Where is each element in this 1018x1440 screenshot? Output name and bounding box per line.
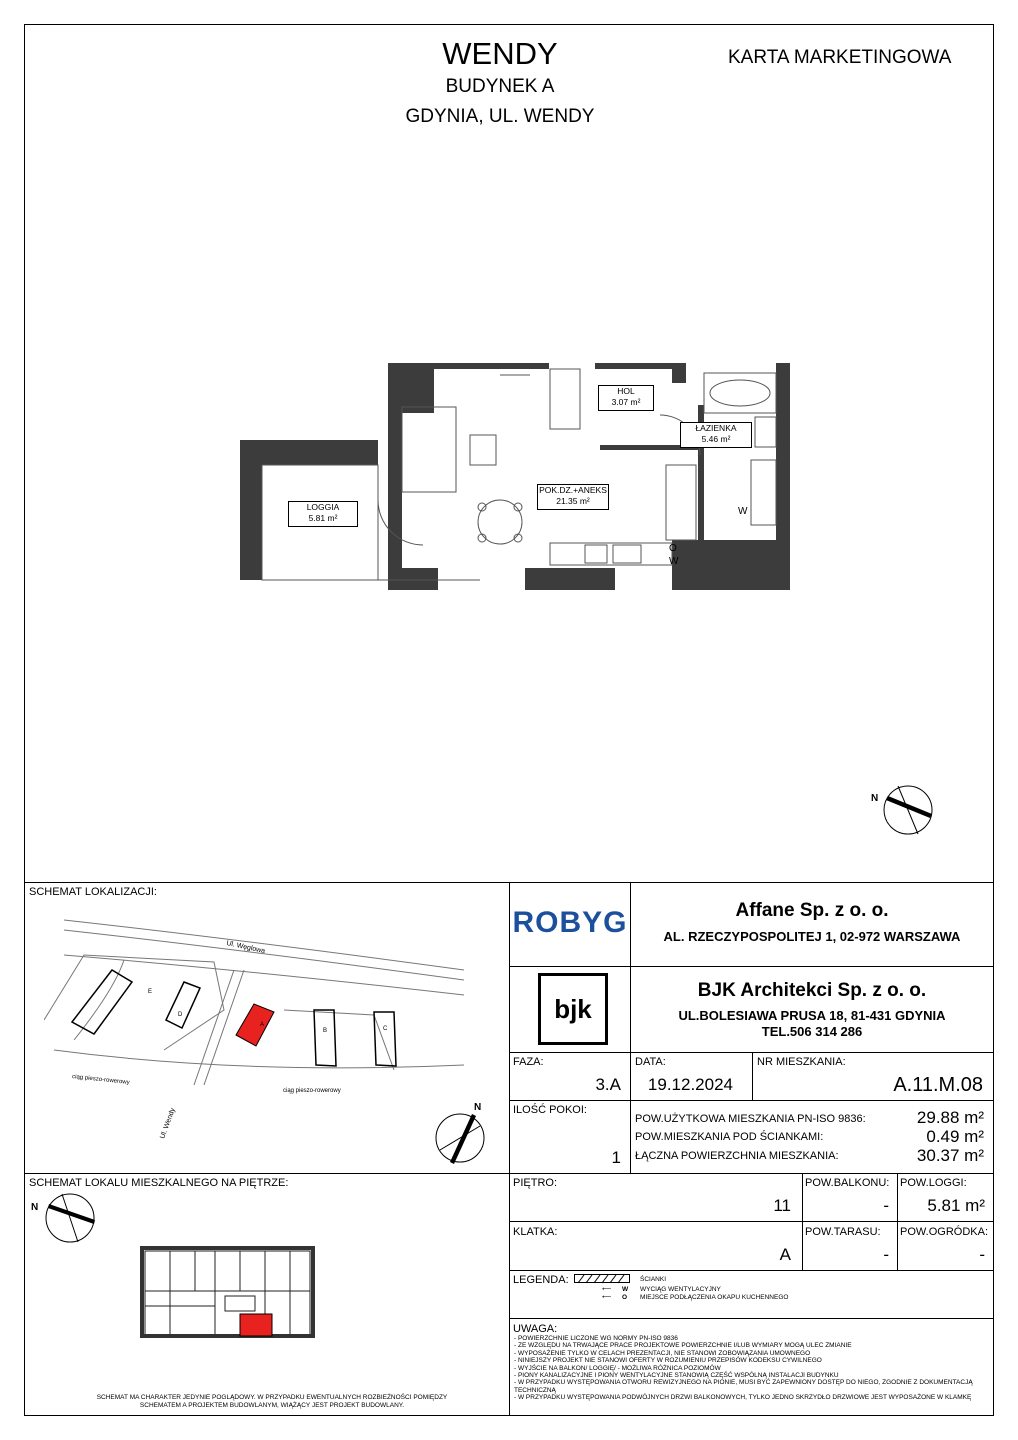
loggia-area-label: POW.LOGGI: bbox=[900, 1177, 967, 1189]
vent-mark-bathroom: W bbox=[738, 506, 748, 517]
room-name: LOGGIA bbox=[306, 502, 340, 512]
room-label-bathroom bbox=[680, 422, 752, 448]
legend-hood: MIEJSCE PODŁĄCZENIA OKAPU KUCHENNEGO bbox=[640, 1294, 789, 1301]
floor-scheme-map bbox=[140, 1246, 315, 1341]
street-label-wendy: Ul. Wendy bbox=[159, 1107, 177, 1140]
note-line: - WYPOSAŻENIE TYLKO W CELACH PREZENTACJI, NIE STANOWI ZOBOWIĄZANIA UMOWNEGO bbox=[514, 1349, 811, 1357]
nr-value: A.11.M.08 bbox=[893, 1074, 983, 1096]
bjk-logo bbox=[538, 973, 608, 1045]
area-walls-label: POW.MIESZKANIA POD ŚCIANKAMI: bbox=[635, 1131, 824, 1143]
notes-label: UWAGA: bbox=[513, 1323, 558, 1335]
walls-legend-icon bbox=[574, 1274, 630, 1284]
project-title: WENDY bbox=[442, 36, 558, 71]
loggia-area-value: 5.81 m² bbox=[927, 1196, 985, 1215]
card-label: KARTA MARKETINGOWA bbox=[728, 47, 952, 68]
area-usable-label: POW.UŻYTKOWA MIESZKANIA PN-ISO 9836: bbox=[635, 1113, 866, 1125]
room-label-living bbox=[537, 484, 609, 510]
stair-label: KLATKA: bbox=[513, 1226, 558, 1238]
bldg-c-label: C bbox=[383, 1026, 388, 1032]
faza-value: 3.A bbox=[595, 1075, 621, 1094]
path-label-2: ciąg pieszo-rowerowy bbox=[283, 1088, 341, 1094]
location-heading: SCHEMAT LOKALIZACJI: bbox=[29, 886, 157, 898]
room-name: ŁAZIENKA bbox=[695, 423, 737, 433]
stair-value: A bbox=[779, 1245, 791, 1264]
room-label-loggia bbox=[288, 501, 358, 527]
garden-label: POW.OGRÓDKA: bbox=[900, 1226, 989, 1238]
data-value: 19.12.2024 bbox=[647, 1075, 733, 1094]
project-address: GDYNIA, UL. WENDY bbox=[405, 106, 595, 127]
room-area: 5.46 m² bbox=[701, 434, 731, 444]
room-area: 5.81 m² bbox=[308, 513, 338, 523]
north-label-floor: N bbox=[31, 1202, 39, 1213]
area-walls-value: 0.49 m² bbox=[926, 1127, 984, 1146]
rooms-value: 1 bbox=[611, 1148, 621, 1167]
location-map bbox=[44, 900, 504, 1085]
bldg-d-label: D bbox=[178, 1012, 183, 1018]
architect-address: UL.BOLESIAWA PRUSA 18, 81-431 GDYNIA bbox=[678, 1008, 946, 1023]
investor-name: Affane Sp. z o. o. bbox=[735, 900, 889, 921]
room-name: POK.DZ.+ANEKS bbox=[539, 485, 607, 495]
legend-walls: ŚCIANKI bbox=[640, 1276, 667, 1283]
note-line: - PIONY KANALIZACYJNE I PIONY WENTYLACYJNE STANOWIĄ CZĘŚĆ WSPÓLNĄ INSTALACJI BUDYNKU bbox=[514, 1372, 839, 1380]
street-label-weglowa: Ul. Węglowa bbox=[225, 939, 266, 956]
faza-label: FAZA: bbox=[513, 1056, 544, 1068]
bjk-logo-text: bjk bbox=[554, 994, 592, 1024]
bldg-a-label: A bbox=[260, 1022, 265, 1028]
legend-hood-arrow-icon: ⟵ bbox=[602, 1294, 612, 1301]
north-arrow-plan bbox=[868, 782, 938, 842]
data-label: DATA: bbox=[635, 1056, 666, 1068]
note-line: - ZE WZGLĘDU NA TRWAJĄCE PRACE PROJEKTOWE POWIERZCHNIE I/LUB WYMIARY MOGĄ ULEC ZMIANIE bbox=[514, 1342, 852, 1350]
bldg-e-label: E bbox=[148, 989, 153, 995]
balcony-value: - bbox=[883, 1196, 889, 1215]
floor-label: PIĘTRO: bbox=[513, 1177, 558, 1189]
area-total-label: ŁĄCZNA POWIERZCHNIA MIESZKANIA: bbox=[635, 1150, 839, 1162]
note-line: - WYJŚCIE NA BALKON/ LOGGIĘ/ - MOŻLIWA RÓŻNICA POZIOMÓW bbox=[514, 1364, 721, 1372]
nr-label: NR MIESZKANIA: bbox=[757, 1056, 846, 1068]
hood-mark-kitchen: O bbox=[669, 543, 677, 554]
floor-value: 11 bbox=[773, 1196, 791, 1215]
note-line: - W PRZYPADKU WYSTĘPOWANIA PODWÓJNYCH DRZWI BALKONOWYCH, TYLKO JEDNO SKRZYDŁO DRZWIOWE JEST WYPOSAŻONE W KLAMKĘ bbox=[514, 1394, 972, 1402]
path-label-1: ciąg pieszo-rowerowy bbox=[71, 1074, 130, 1086]
apartment-floor-plan bbox=[230, 355, 800, 600]
bldg-b-label: B bbox=[323, 1028, 328, 1034]
floor-scheme-disclaimer: SCHEMAT MA CHARAKTER JEDYNIE POGLĄDOWY. W PRZYPADKU EWENTUALNYCH ROZBIEŻNOŚCI POMIĘDZY SCHEMATEM A PROJEKTEM BUDOWLANYM, WIĄŻĄCY JEST PROJEKT BUDOWLANY. bbox=[96, 1394, 448, 1409]
robyg-logo: ROBYG bbox=[512, 906, 628, 939]
note-line: - NINIEJSZY PROJEKT NIE STANOWI OFERTY W ROZUMIENIU PRZEPISÓW KODEKSU CYWILNEGO bbox=[514, 1357, 822, 1365]
room-name: HOL bbox=[617, 386, 635, 396]
legend-vent: WYCIĄG WENTYLACYJNY bbox=[640, 1286, 721, 1293]
legend-vent-arrow-icon: ⟵ bbox=[602, 1286, 612, 1293]
note-line: - POWIERZCHNIE LICZONE WG NORMY PN-ISO 9836 bbox=[514, 1335, 678, 1342]
legend-vent-mark: W bbox=[622, 1286, 629, 1293]
architect-name: BJK Architekci Sp. z o. o. bbox=[697, 980, 927, 1001]
terrace-label: POW.TARASU: bbox=[805, 1226, 881, 1238]
north-arrow-floor bbox=[40, 1190, 100, 1246]
vent-mark-kitchen: W bbox=[669, 556, 679, 567]
room-area: 3.07 m² bbox=[611, 397, 641, 407]
room-label-hol bbox=[598, 385, 654, 411]
rooms-label: ILOŚĆ POKOI: bbox=[513, 1104, 587, 1116]
architect-phone: TEL.506 314 286 bbox=[761, 1024, 863, 1039]
legend-hood-mark: O bbox=[622, 1294, 628, 1301]
area-usable-value: 29.88 m² bbox=[916, 1108, 984, 1127]
notes-list bbox=[514, 1335, 984, 1402]
note-line: - W PRZYPADKU WYSTĘPOWANIA OTWORU REWIZYJNEGO NA PIONIE, MUSI BYĆ ZAPEWNIONY DOSTĘP DO NIEGO, ZGODNIE Z DOKUMENTACJĄ TECHNICZNĄ bbox=[514, 1379, 973, 1394]
investor-address: AL. RZECZYPOSPOLITEJ 1, 02-972 WARSZAWA bbox=[663, 929, 961, 944]
north-arrow-location bbox=[432, 1110, 492, 1166]
floor-scheme-heading: SCHEMAT LOKALU MIESZKALNEGO NA PIĘTRZE: bbox=[29, 1177, 289, 1189]
garden-value: - bbox=[979, 1245, 985, 1264]
balcony-label: POW.BALKONU: bbox=[805, 1177, 890, 1189]
area-total-value: 30.37 m² bbox=[916, 1146, 984, 1165]
north-label-location: N bbox=[474, 1102, 482, 1113]
north-label-plan: N bbox=[871, 793, 879, 804]
building-name: BUDYNEK A bbox=[445, 76, 555, 97]
terrace-value: - bbox=[883, 1245, 889, 1264]
room-area: 21.35 m² bbox=[556, 496, 590, 506]
legend-label: LEGENDA: bbox=[513, 1274, 569, 1286]
